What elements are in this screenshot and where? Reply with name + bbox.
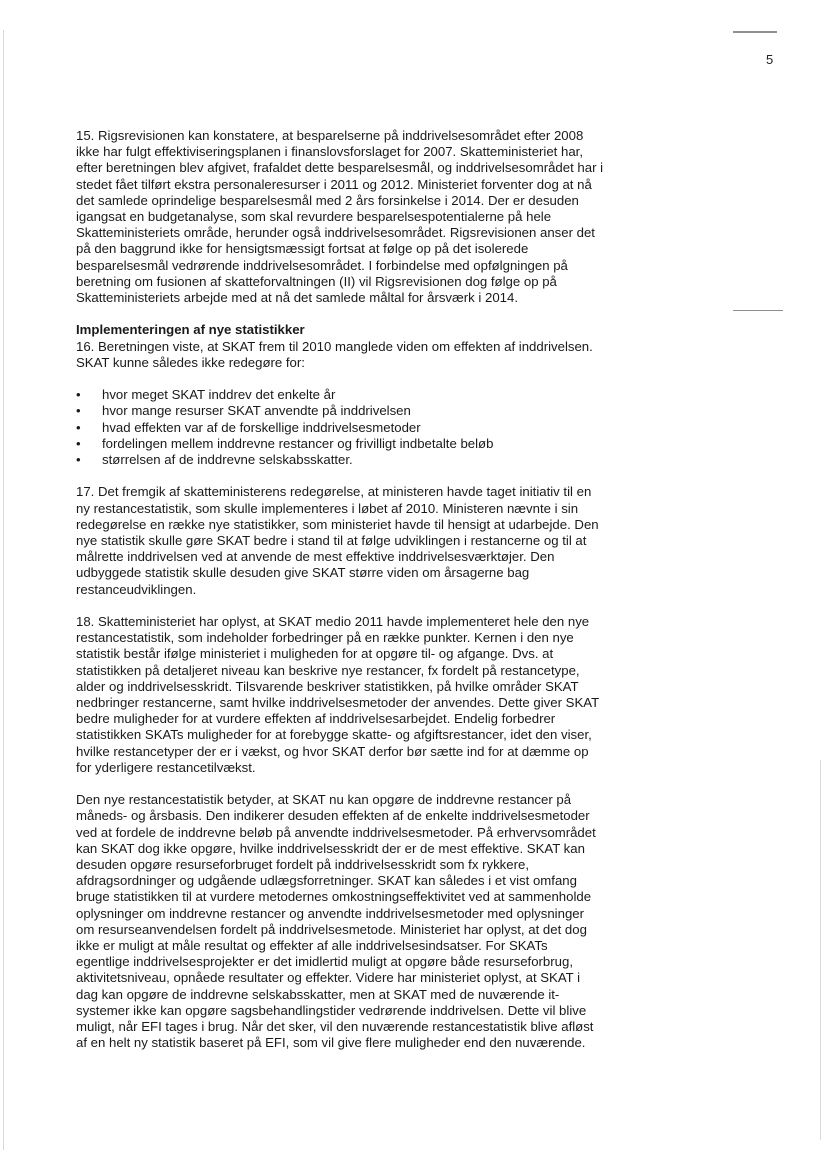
side-margin-mark: [733, 310, 783, 311]
list-item-text: hvor mange resurser SKAT anvendte på inddrivelsen: [102, 403, 411, 419]
bullet-icon: •: [76, 419, 81, 435]
paragraph-18: 18. Skatteministeriet har oplyst, at SKAT medio 2011 havde implementeret hele den nye restancestatistik, som indeholder forbedringer på en række punkter. Kernen i den nye statistik består ifølge ministeriet i muligheden for at opgøre til- og afgange. Dvs. at statistikken på detaljeret niveau kan beskrive nye restancer, fx fordelt på restancetype, alder og inddrivelsesskridt. Tilsvarende beskriver statistikken, på hvilke områder SKAT nedbringer restancerne, samt hvilke inddrivelsesmetoder der anvendes. Dette giver SKAT bedre muligheder for at vurdere effekten af inddrivelsesarbejdet. Endelig forbedrer statistikken SKATs muligheder for at forebygge skatte- og afgiftsrestancer, idet den viser, hvilke restancetyper der er i vækst, og hvor SKAT derfor bør sætte ind for at dæmme op for yderligere restancetilvækst.: [76, 614, 599, 775]
list-item-text: hvor meget SKAT inddrev det enkelte år: [102, 387, 336, 403]
bullet-icon: •: [76, 452, 81, 468]
list-item-text: hvad effekten var af de forskellige inddrivelsesmetoder: [102, 419, 421, 435]
section-heading: Implementeringen af nye statistikker: [76, 322, 305, 338]
list-item: [76, 436, 604, 452]
bullet-icon: •: [76, 403, 81, 419]
list-item: [76, 420, 604, 436]
list-item-text: størrelsen af de inddrevne selskabsskatter.: [102, 452, 353, 468]
left-scan-edge: [3, 30, 4, 1150]
top-margin-mark: [733, 31, 777, 33]
right-scan-edge: [820, 760, 821, 1140]
list-item-text: fordelingen mellem inddrevne restancer og frivilligt indbetalte beløb: [102, 435, 494, 451]
list-item: [76, 452, 604, 468]
document-body: [76, 128, 604, 1068]
bullet-list: [76, 387, 604, 468]
paragraph-17: 17. Det fremgik af skatteministerens redegørelse, at ministeren havde taget initiativ til en ny restancestatistik, som skulle implementeres i løbet af 2010. Ministeren nævnte i sin redegørelse en række nye statistikker, som ministeriet havde til hensigt at udarbejde. Den nye statistik skulle gøre SKAT bedre i stand til at følge udviklingen i restancerne og til at målrette inddrivelsen ved at anvende de mest effektive inddrivelsesværktøjer. Den udbyggede statistik skulle desuden give SKAT større viden om årsagerne bag restanceudviklingen.: [76, 484, 599, 597]
paragraph-16: 16. Beretningen viste, at SKAT frem til 2010 manglede viden om effekten af inddrivelsen. SKAT kunne således ikke redegøre for:: [76, 338, 593, 370]
bullet-icon: •: [76, 435, 81, 451]
list-item: [76, 403, 604, 419]
list-item: [76, 387, 604, 403]
bullet-icon: •: [76, 387, 81, 403]
paragraph-15: 15. Rigsrevisionen kan konstatere, at besparelserne på inddrivelsesområdet efter 2008 ikke har fulgt effektiviseringsplanen i finanslovsforslaget for 2007. Skatteministeriet har, efter beretningen blev afgivet, frafaldet dette besparelsesmål, og inddrivelsesområdet har i stedet fået tilført ekstra personaleresurser i 2011 og 2012. Ministeriet forventer dog at nå det samlede oprindelige besparelsesmål med 2 års forsinkelse i 2014. Der er desuden igangsat en budgetanalyse, som skal revurdere besparelsespotentialerne på hele Skatteministeriets område, herunder også inddrivelsesområdet. Rigsrevisionen anser det på den baggrund ikke for hensigtsmæssigt fortsat at følge op på det isolerede besparelsesmål vedrørende inddrivelsesområdet. I forbindelse med opfølgningen på beretning om fusionen af skatteforvaltningen (II) vil Rigsrevisionen dog følge op på Skatteministeriets arbejde med at nå det samlede måltal for årsværk i 2014.: [76, 128, 604, 306]
page-number: 5: [766, 52, 774, 67]
paragraph-19: Den nye restancestatistik betyder, at SKAT nu kan opgøre de inddrevne restancer på måneds- og årsbasis. Den indikerer desuden effekten af de enkelte inddrivelsesmetoder ved at fordele de inddrevne beløb på anvendte inddrivelsesmetoder. På erhvervsområdet kan SKAT dog ikke opgøre, hvilke inddrivelsesskridt der er de mest effektive. SKAT kan desuden opgøre resurseforbruget fordelt på inddrivelsesskridt som fx rykkere, afdragsordninger og udgående udlægsforretninger. SKAT kan således i et vist omfang bruge statistikken til at vurdere metodernes omkostningseffektivitet ved at sammenholde oplysninger om inddrevne restancer og anvendte inddrivelsesmetoder med oplysninger om resurseanvendelsen fordelt på inddrivelsesmetode. Ministeriet har oplyst, at det dog ikke er muligt at måle resultat og effekter af alle inddrivelsesindsatser. For SKATs egentlige inddrivelsesprojekter er det imidlertid muligt at opgøre både resurseforbrug, aktivitetsniveau, opnåede resultater og effekter. Videre har ministeriet oplyst, at SKAT i dag kan opgøre de inddrevne selskabsskatter, men at SKAT med de nuværende it-systemer ikke kan opgøre sagsbehandlingstider vedrørende inddrivelsen. Dette vil blive muligt, når EFI tages i brug. Når det sker, vil den nuværende restancestatistik blive afløst af en helt ny statistik baseret på EFI, som vil give flere muligheder end den nuværende.: [76, 792, 596, 1051]
